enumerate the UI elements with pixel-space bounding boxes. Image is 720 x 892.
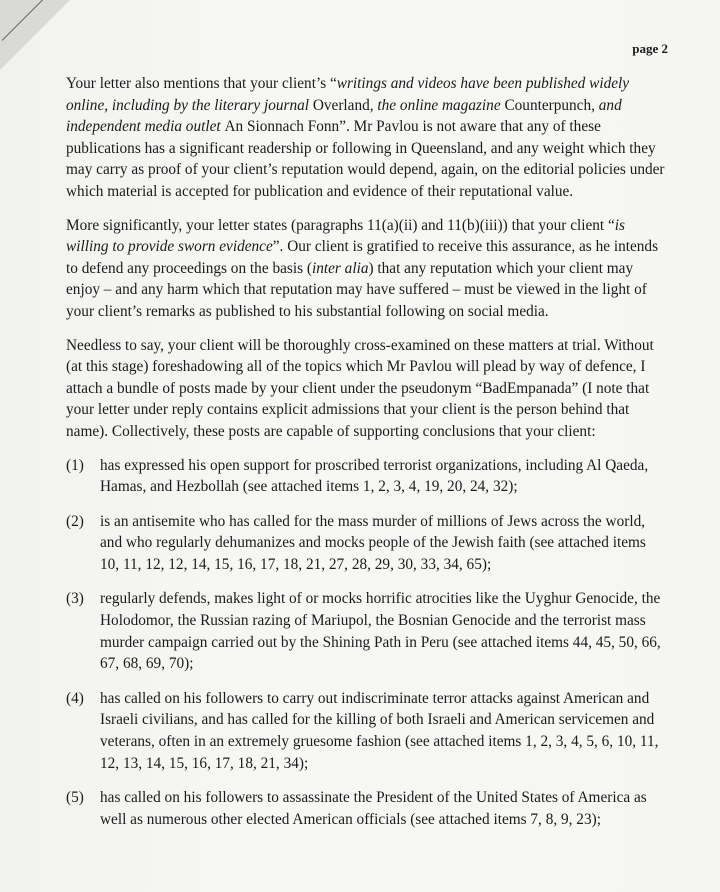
- list-item-text: has called on his followers to assassinate the President of the United States of America as well as numerous other elected American officials (see attached items 7, 8, 9, 23);: [100, 789, 647, 828]
- paragraph-cross-examination: Needless to say, your client will be thoroughly cross-examined on these matters at trial. Without (at this stage) foreshadowing all of the topics which Mr Pavlou will plead by way of defence, I attach a bundle of posts made by your client under the pseudonym “BadEmpanada” (I note that your letter under reply contains explicit admissions that your client is the person behind that name). Collectively, these posts are capable of supporting conclusions that your client:: [66, 336, 654, 440]
- page-number: page 2: [632, 41, 668, 56]
- list-item-number: (3): [66, 590, 84, 608]
- list-item-number: (2): [66, 512, 84, 530]
- conclusions-list: [66, 455, 666, 831]
- page-fold-corner: [0, 0, 70, 70]
- list-item: [66, 511, 666, 576]
- list-item: [66, 688, 666, 774]
- letter-body: [66, 73, 666, 843]
- list-item-text: regularly defends, makes light of or mocks horrific atrocities like the Uyghur Genocide, the Holodomor, the Russian razing of Mariupol, the Bosnian Genocide and the terrorist mass murder campaign carried out by the Shining Path in Peru (see attached items 44, 45, 50, 66, 67, 68, 69, 70);: [100, 590, 661, 673]
- list-item-number: (1): [66, 456, 84, 474]
- list-item-number: (4): [66, 689, 84, 707]
- list-item-text: has expressed his open support for proscribed terrorist organizations, including Al Qaeda, Hamas, and Hezbollah (see attached items 1, 2, 3, 4, 19, 20, 24, 32);: [100, 456, 649, 496]
- list-item: [66, 455, 666, 498]
- paragraph-publications: Your letter also mentions that your client’s “writings and videos have been published widely online, including by the literary journal Overland, the online magazine Counterpunch, and independent media outlet An Sionnach Fonn”. Mr Pavlou is not aware that any of these publications has a significant readership or following in Queensland, and any weight which they may carry as proof of your client’s reputation would depend, again, on the editorial policies under which material is accepted for publication and evidence of their reputational value.: [66, 75, 665, 200]
- list-item: [66, 787, 666, 830]
- list-item-text: is an antisemite who has called for the mass murder of millions of Jews across the world, and who regularly dehumanizes and mocks people of the Jewish faith (see attached items 10, 11, 12, 12, 14, 15, 16, 17, 18, 21, 27, 28, 29, 30, 33, 34, 65);: [100, 512, 646, 573]
- list-item-number: (5): [66, 789, 84, 807]
- list-item-text: has called on his followers to carry out indiscriminate terror attacks against American and Israeli civilians, and has called for the killing of both Israeli and American servicemen and veterans, often in an extremely gruesome fashion (see attached items 1, 2, 3, 4, 5, 6, 10, 11, 12, 13, 14, 15, 16, 17, 18, 21, 34);: [100, 689, 659, 772]
- list-item: [66, 588, 666, 674]
- paragraph-sworn-evidence: More significantly, your letter states (paragraphs 11(a)(ii) and 11(b)(iii)) that your client “is willing to provide sworn evidence”. Our client is gratified to receive this assurance, as he intends to defend any proceedings on the basis (inter alia) that any reputation which your client may enjoy – and any harm which that reputation may have suffered – must be viewed in the light of your client’s remarks as published to his substantial following on social media.: [66, 216, 659, 320]
